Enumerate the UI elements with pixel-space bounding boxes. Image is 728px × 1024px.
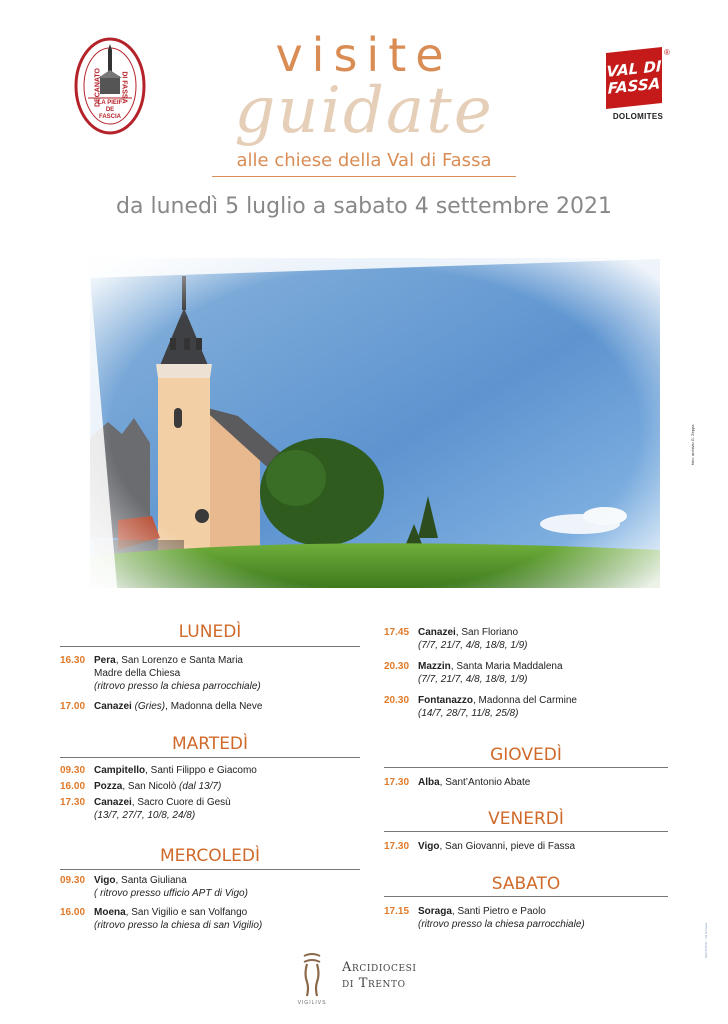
entry-desc: Vigo, San Giovanni, pieve di Fassa xyxy=(418,841,576,852)
church-photo xyxy=(60,238,690,620)
subtitle: alle chiese della Val di Fassa xyxy=(236,150,492,171)
title-visite: visite xyxy=(275,28,453,82)
list-item xyxy=(60,906,360,934)
entry-desc: Alba, Sant’Antonio Abate xyxy=(418,777,531,788)
side-note-text: DECANATO · Val di Fassa xyxy=(704,922,708,958)
entry-desc: Canazei (Gries), Madonna della Neve xyxy=(94,701,263,712)
list-item xyxy=(60,874,360,902)
val-di-fassa-logo xyxy=(606,50,670,124)
list-item xyxy=(60,780,360,794)
entry-time: 17.00 xyxy=(60,701,86,712)
arcidiocesi-logo xyxy=(298,952,438,1012)
day-divider xyxy=(384,767,668,768)
seal-arc-left: DECANATO xyxy=(94,67,102,108)
entry-desc: Pozza, San Nicolò (dal 13/7) xyxy=(94,781,222,792)
photo-credit xyxy=(690,425,700,465)
arcidiocesi-small: VIGILIVS xyxy=(297,1000,327,1006)
day-divider xyxy=(384,896,668,897)
seal-center-1: LA PIEIF xyxy=(97,100,123,106)
list-item xyxy=(384,694,674,722)
entry-desc: Campitello, Santi Filippo e Giacomo xyxy=(94,765,257,776)
entry-desc: Canazei, Sacro Cuore di Gesù (13/7, 27/7, 10/8, 24/8) xyxy=(94,797,231,821)
entry-time: 17.30 xyxy=(60,797,86,808)
title-guidate: guidate xyxy=(234,74,494,148)
entry-time: 09.30 xyxy=(60,765,86,776)
entry-time: 16.00 xyxy=(60,781,86,792)
day-heading-martedi: MARTEDÌ xyxy=(171,734,249,754)
day-heading-lunedi: LUNEDÌ xyxy=(178,622,242,642)
day-divider xyxy=(60,646,360,647)
date-range: da lunedì 5 luglio a sabato 4 settembre 2021 xyxy=(116,194,612,219)
list-item xyxy=(384,626,674,654)
entry-time: 17.30 xyxy=(384,841,410,852)
entry-desc: Pera, San Lorenzo e Santa Maria Madre della Chiesa (ritrovo presso la chiesa parrocchiale) xyxy=(94,655,261,692)
entry-time: 17.30 xyxy=(384,777,410,788)
entry-time: 17.15 xyxy=(384,906,410,917)
entry-time: 09.30 xyxy=(60,875,86,886)
entry-desc: Vigo, Santa Giuliana ( ritrovo presso ufficio APT di Vigo) xyxy=(94,875,248,899)
val-di-fassa-badge xyxy=(606,47,662,109)
entry-desc: Fontanazzo, Madonna del Carmine (14/7, 28/7, 11/8, 25/8) xyxy=(418,695,577,719)
list-item xyxy=(60,764,360,778)
day-divider xyxy=(60,869,360,870)
day-heading-mercoledi: MERCOLEDÌ xyxy=(160,846,260,866)
vdf-line1: VAL DI xyxy=(606,57,662,81)
seal-center-3: FASCIA xyxy=(98,114,121,120)
entry-time: 16.00 xyxy=(60,907,86,918)
list-item xyxy=(60,654,360,698)
entry-time: 20.30 xyxy=(384,695,410,706)
arcidiocesi-line2: di Trento xyxy=(342,976,406,991)
entry-desc: Canazei, San Floriano (7/7, 21/7, 4/8, 18/8, 1/9) xyxy=(418,627,528,651)
seal-arc-right: DI FASSA xyxy=(120,71,128,104)
entry-time: 16.30 xyxy=(60,655,86,666)
vdf-line2: FASSA xyxy=(607,74,661,98)
photo-credit-text: foto: archivio G. Zeppa xyxy=(690,424,695,465)
arcidiocesi-text xyxy=(342,960,417,992)
list-item xyxy=(384,660,674,688)
day-heading-sabato: SABATO xyxy=(491,874,561,894)
registered-mark: ® xyxy=(664,48,670,57)
list-item xyxy=(384,840,674,854)
subtitle-divider xyxy=(212,176,516,177)
day-heading-venerdi: VENERDÌ xyxy=(488,809,564,829)
entry-time: 20.30 xyxy=(384,661,410,672)
entry-time: 17.45 xyxy=(384,627,410,638)
side-note xyxy=(704,920,714,960)
vdf-dolomites: DOLOMITES xyxy=(612,112,664,121)
entry-desc: Moena, San Vigilio e san Volfango (ritrovo presso la chiesa di san Vigilio) xyxy=(94,907,263,931)
list-item xyxy=(384,905,674,933)
entry-desc: Soraga, Santi Pietro e Paolo (ritrovo presso la chiesa parrocchiale) xyxy=(418,906,585,930)
day-divider xyxy=(384,831,668,832)
list-item xyxy=(384,776,674,790)
arcidiocesi-mark xyxy=(298,952,326,998)
day-divider xyxy=(60,757,360,758)
list-item xyxy=(60,796,360,824)
arcidiocesi-line1: Arcidiocesi xyxy=(342,960,417,975)
seal-center-2: DE xyxy=(105,107,115,113)
list-item xyxy=(60,700,360,714)
day-heading-giovedi: GIOVEDÌ xyxy=(490,745,562,765)
entry-desc: Mazzin, Santa Maria Maddalena (7/7, 21/7, 4/8, 18/8, 1/9) xyxy=(418,661,563,685)
